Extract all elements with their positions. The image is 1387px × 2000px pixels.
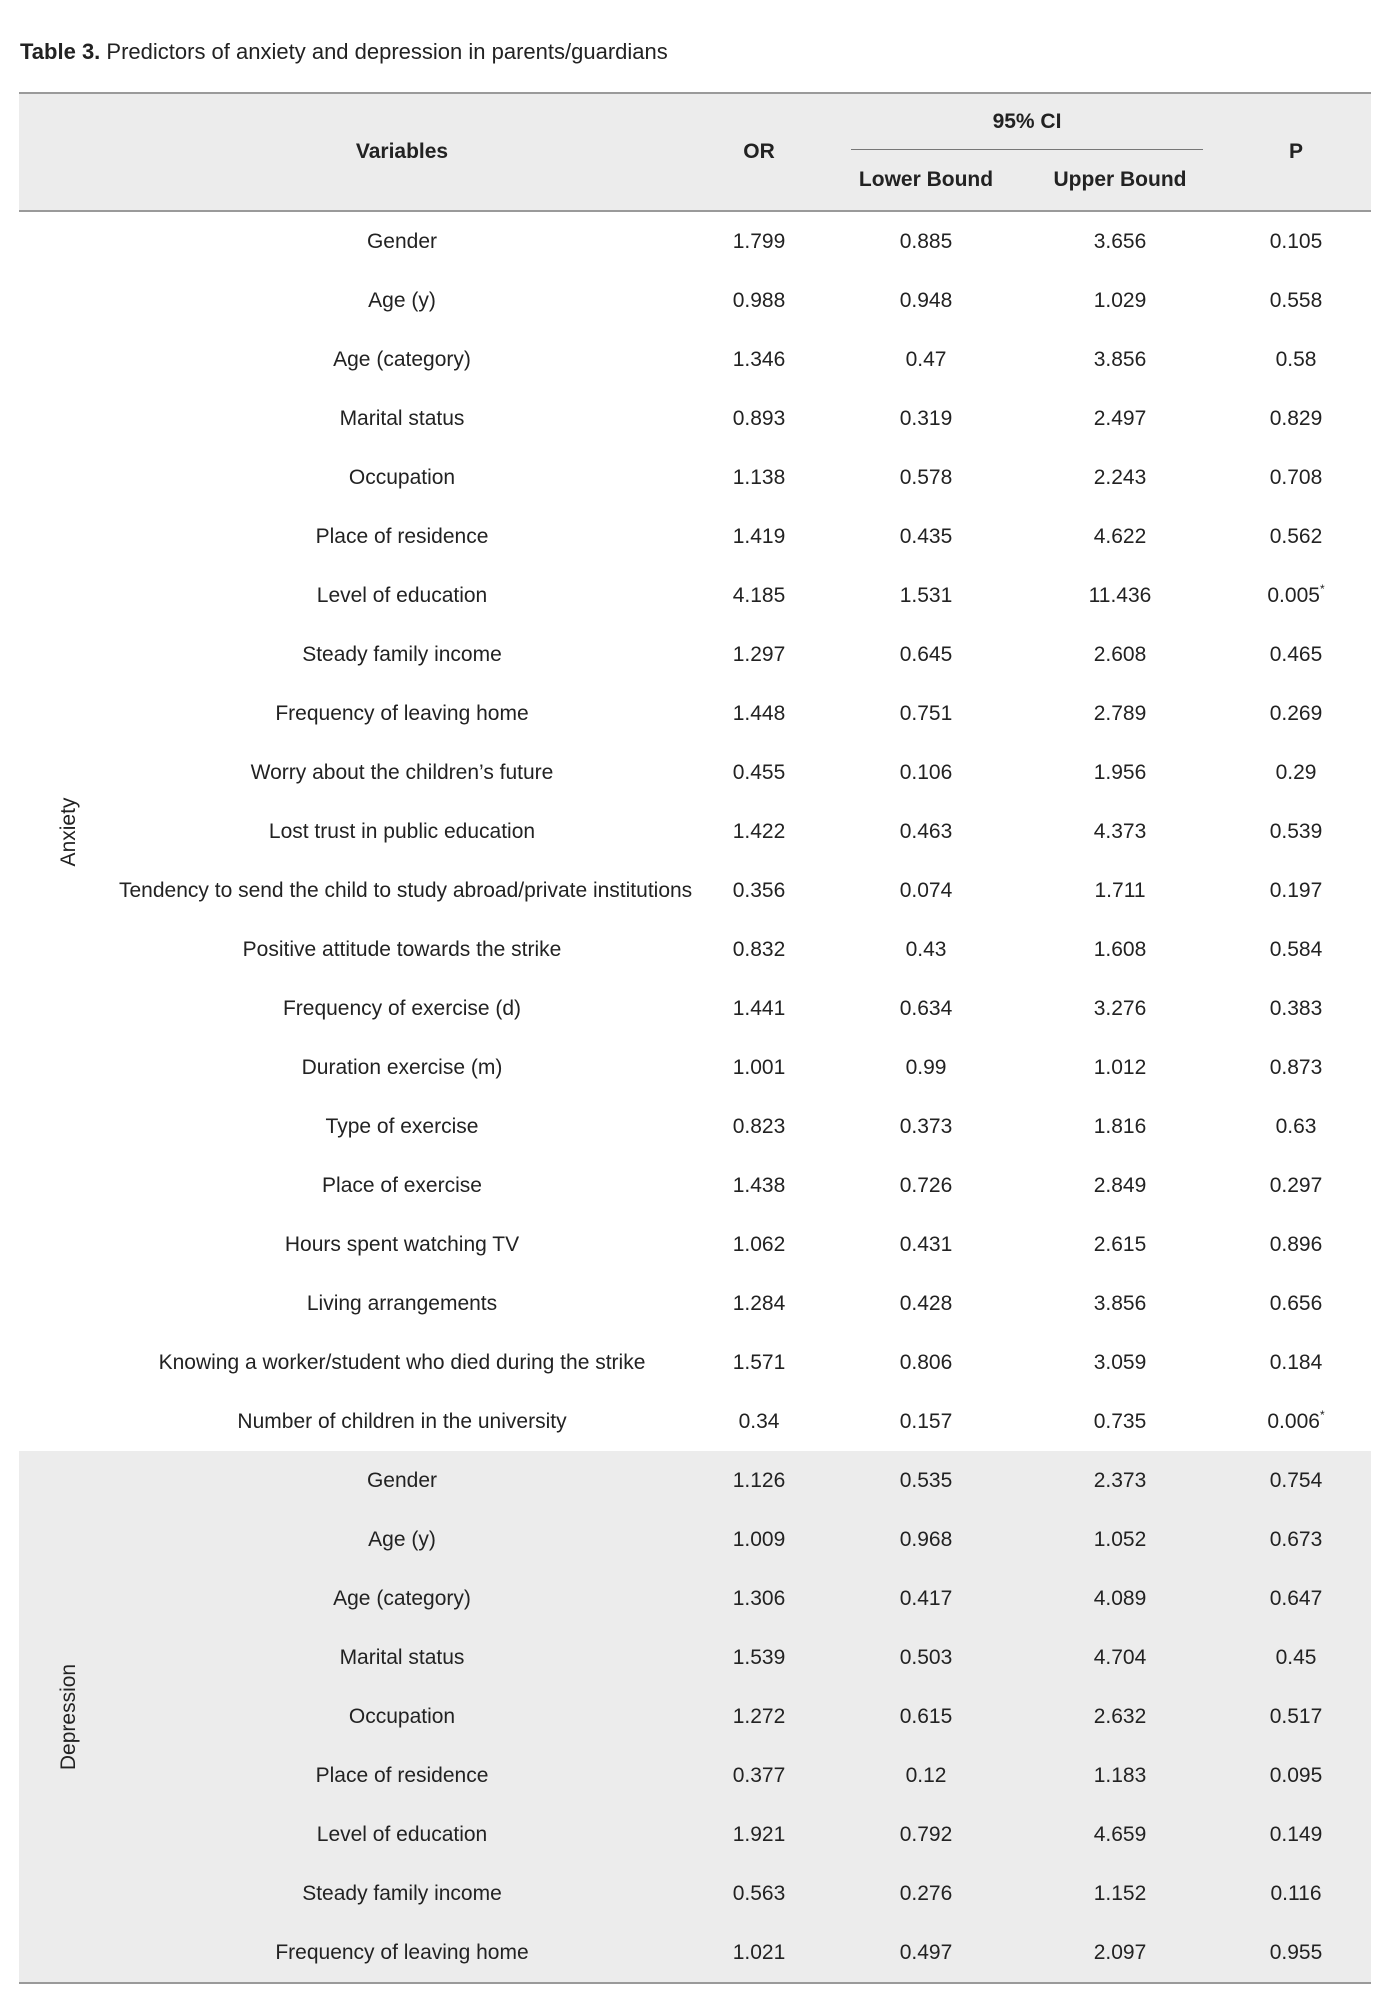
p-value: 0.896 — [1269, 1232, 1323, 1256]
table-row — [19, 1274, 1371, 1333]
cell-variable: Type of exercise — [325, 1114, 479, 1138]
table-row — [19, 1569, 1371, 1628]
header-group-blank — [19, 93, 119, 150]
cell-upper: 1.711 — [1094, 878, 1146, 902]
cell-or: 1.272 — [685, 1687, 833, 1746]
table-row — [19, 1628, 1371, 1687]
cell-p — [1221, 1451, 1371, 1510]
table-row — [19, 271, 1371, 330]
cell-lower: 0.47 — [905, 347, 947, 371]
cell-or: 1.126 — [685, 1451, 833, 1510]
cell-or: 0.893 — [732, 406, 786, 430]
cell-lower: 0.792 — [833, 1805, 1019, 1864]
cell-or: 1.284 — [732, 1291, 786, 1315]
table-row — [19, 1746, 1371, 1805]
table-row — [19, 330, 1371, 389]
cell-upper: 1.608 — [1093, 937, 1147, 961]
table-row — [19, 743, 1371, 802]
p-value: 0.005 — [1267, 583, 1320, 607]
p-value: 0.465 — [1269, 642, 1323, 666]
cell-p — [1221, 271, 1371, 330]
cell-p — [1221, 1569, 1371, 1628]
significance-marker: * — [1319, 1407, 1325, 1422]
cell-upper: 3.856 — [1093, 1291, 1147, 1315]
cell-upper: 1.052 — [1019, 1510, 1221, 1569]
p-value: 0.955 — [1269, 1940, 1323, 1964]
cell-p — [1221, 211, 1371, 271]
cell-p — [1221, 1805, 1371, 1864]
cell-lower: 0.373 — [899, 1114, 953, 1138]
cell-lower: 0.12 — [833, 1746, 1019, 1805]
cell-lower: 0.968 — [833, 1510, 1019, 1569]
p-value: 0.673 — [1269, 1527, 1323, 1551]
table-caption-label: Table 3. — [20, 39, 101, 64]
cell-upper: 1.956 — [1093, 760, 1147, 784]
cell-or: 0.356 — [732, 878, 786, 902]
table-row — [19, 1510, 1371, 1569]
p-value: 0.584 — [1269, 937, 1323, 961]
cell-lower: 0.948 — [899, 288, 953, 312]
cell-upper: 2.097 — [1019, 1923, 1221, 1983]
cell-upper: 2.615 — [1093, 1232, 1147, 1256]
cell-or: 1.438 — [732, 1173, 786, 1197]
header-upper-bound: Upper Bound — [1019, 150, 1221, 211]
cell-lower: 0.99 — [905, 1055, 947, 1079]
cell-lower: 0.503 — [833, 1628, 1019, 1687]
cell-or: 1.539 — [685, 1628, 833, 1687]
cell-lower: 0.634 — [899, 996, 953, 1020]
depression-group-label-text: Depression — [57, 1663, 80, 1770]
cell-variable: Knowing a worker/student who died during the strike — [158, 1350, 646, 1374]
cell-variable: Lost trust in public education — [268, 819, 536, 843]
table-header — [19, 93, 1371, 211]
cell-or: 1.138 — [732, 465, 786, 489]
table-row — [19, 566, 1371, 625]
header-ci: 95% CI — [833, 93, 1221, 150]
cell-variable: Age (y) — [119, 1510, 685, 1569]
cell-variable: Frequency of leaving home — [119, 1923, 685, 1983]
table-row — [19, 1333, 1371, 1392]
table-row — [19, 802, 1371, 861]
header-variables: Variables — [119, 93, 685, 211]
table-row — [19, 979, 1371, 1038]
cell-variable: Gender — [119, 1451, 685, 1510]
header-lower-bound: Lower Bound — [833, 150, 1019, 211]
cell-upper: 2.632 — [1019, 1687, 1221, 1746]
cell-upper: 4.622 — [1093, 524, 1147, 548]
p-value: 0.184 — [1269, 1350, 1323, 1374]
p-value: 0.116 — [1270, 1881, 1322, 1905]
p-value: 0.095 — [1269, 1763, 1323, 1787]
cell-variable: Age (category) — [119, 1569, 685, 1628]
cell-upper: 1.816 — [1093, 1114, 1147, 1138]
cell-upper: 1.152 — [1019, 1864, 1221, 1923]
p-value: 0.754 — [1269, 1468, 1323, 1492]
significance-marker: * — [1319, 581, 1325, 596]
cell-lower: 0.431 — [899, 1232, 953, 1256]
anxiety-group-label-text: Anxiety — [57, 797, 80, 866]
cell-variable: Worry about the children’s future — [250, 760, 554, 784]
table-row — [19, 861, 1371, 920]
table-row — [19, 1805, 1371, 1864]
cell-lower: 0.417 — [833, 1569, 1019, 1628]
cell-upper: 2.608 — [1093, 642, 1147, 666]
cell-variable: Living arrangements — [306, 1291, 498, 1315]
anxiety-group-label — [19, 211, 119, 1451]
cell-lower: 1.531 — [899, 583, 953, 607]
cell-or: 0.455 — [732, 760, 786, 784]
p-value: 0.656 — [1269, 1291, 1323, 1315]
cell-variable: Frequency of leaving home — [275, 701, 529, 725]
cell-or: 1.419 — [732, 524, 786, 548]
cell-p — [1221, 1097, 1371, 1156]
cell-or: 0.377 — [685, 1746, 833, 1805]
cell-p — [1221, 1215, 1371, 1274]
cell-variable: Gender — [366, 229, 438, 253]
p-value: 0.105 — [1269, 229, 1323, 253]
cell-upper: 1.029 — [1093, 288, 1147, 312]
cell-or: 1.422 — [732, 819, 786, 843]
table-row — [19, 1038, 1371, 1097]
cell-upper: 3.656 — [1093, 229, 1147, 253]
cell-or: 0.34 — [738, 1409, 780, 1433]
cell-or: 1.021 — [685, 1923, 833, 1983]
cell-p — [1221, 861, 1371, 920]
cell-variable: Tendency to send the child to study abroad/private institutions — [119, 878, 693, 902]
table-row — [19, 1097, 1371, 1156]
depression-group-label — [19, 1451, 119, 1983]
table-row — [19, 1156, 1371, 1215]
cell-or: 0.988 — [732, 288, 786, 312]
p-value: 0.58 — [1275, 347, 1317, 371]
p-value: 0.829 — [1269, 406, 1323, 430]
cell-p — [1221, 389, 1371, 448]
cell-p — [1221, 1333, 1371, 1392]
table-row — [19, 920, 1371, 979]
p-value: 0.45 — [1275, 1645, 1317, 1669]
cell-p — [1221, 743, 1371, 802]
cell-variable: Steady family income — [119, 1864, 685, 1923]
p-value: 0.708 — [1269, 465, 1323, 489]
cell-lower: 0.276 — [833, 1864, 1019, 1923]
cell-p — [1221, 1274, 1371, 1333]
cell-upper: 2.789 — [1093, 701, 1147, 725]
p-value: 0.383 — [1269, 996, 1323, 1020]
cell-upper: 1.183 — [1019, 1746, 1221, 1805]
cell-upper: 3.856 — [1093, 347, 1147, 371]
cell-variable: Steady family income — [302, 642, 502, 666]
cell-lower: 0.615 — [833, 1687, 1019, 1746]
cell-variable: Frequency of exercise (d) — [282, 996, 522, 1020]
cell-variable: Level of education — [119, 1805, 685, 1864]
cell-or: 4.185 — [732, 583, 786, 607]
cell-variable: Marital status — [119, 1628, 685, 1687]
cell-p — [1221, 625, 1371, 684]
p-value: 0.269 — [1269, 701, 1323, 725]
cell-lower: 0.463 — [899, 819, 953, 843]
cell-variable: Hours spent watching TV — [284, 1232, 520, 1256]
cell-or: 1.346 — [732, 347, 786, 371]
table-row — [19, 1923, 1371, 1983]
p-value: 0.647 — [1269, 1586, 1323, 1610]
cell-or: 1.009 — [685, 1510, 833, 1569]
p-value: 0.539 — [1269, 819, 1323, 843]
cell-variable: Place of residence — [315, 524, 489, 548]
cell-variable: Number of children in the university — [237, 1409, 567, 1433]
p-value: 0.006 — [1267, 1409, 1320, 1433]
cell-lower: 0.428 — [899, 1291, 953, 1315]
cell-variable: Place of exercise — [322, 1173, 482, 1197]
cell-variable: Occupation — [119, 1687, 685, 1746]
p-value: 0.873 — [1269, 1055, 1323, 1079]
cell-lower: 0.43 — [905, 937, 947, 961]
cell-upper: 3.059 — [1093, 1350, 1147, 1374]
cell-lower: 0.578 — [899, 465, 953, 489]
table-row — [19, 507, 1371, 566]
cell-lower: 0.435 — [899, 524, 953, 548]
cell-variable: Level of education — [316, 583, 488, 607]
p-value: 0.63 — [1275, 1114, 1317, 1138]
p-value: 0.297 — [1269, 1173, 1323, 1197]
cell-lower: 0.645 — [899, 642, 953, 666]
cell-p — [1221, 1746, 1371, 1805]
cell-lower: 0.726 — [899, 1173, 953, 1197]
cell-upper: 4.373 — [1093, 819, 1147, 843]
table-row — [19, 684, 1371, 743]
cell-variable: Age (y) — [368, 288, 436, 312]
cell-p — [1221, 1392, 1371, 1451]
cell-lower: 0.535 — [833, 1451, 1019, 1510]
table-row — [19, 1215, 1371, 1274]
cell-or: 1.001 — [732, 1055, 786, 1079]
p-value: 0.558 — [1269, 288, 1323, 312]
cell-p — [1221, 1628, 1371, 1687]
cell-upper: 2.849 — [1093, 1173, 1147, 1197]
cell-variable: Occupation — [348, 465, 456, 489]
cell-p — [1221, 920, 1371, 979]
cell-variable: Positive attitude towards the strike — [242, 937, 562, 961]
p-value: 0.149 — [1269, 1822, 1323, 1846]
cell-or: 1.571 — [732, 1350, 786, 1374]
cell-upper: 2.497 — [1093, 406, 1147, 430]
cell-or: 1.921 — [685, 1805, 833, 1864]
predictors-table — [19, 92, 1371, 1984]
cell-variable: Age (category) — [333, 347, 471, 371]
cell-upper: 2.373 — [1019, 1451, 1221, 1510]
cell-lower: 0.319 — [899, 406, 953, 430]
table-row — [19, 625, 1371, 684]
cell-upper: 4.659 — [1019, 1805, 1221, 1864]
cell-lower: 0.751 — [899, 701, 953, 725]
cell-lower: 0.074 — [899, 878, 953, 902]
header-p: P — [1221, 93, 1371, 211]
cell-p — [1221, 1156, 1371, 1215]
header-or: OR — [685, 93, 833, 211]
cell-or: 1.448 — [732, 701, 786, 725]
anxiety-section — [19, 211, 1371, 1451]
depression-section — [19, 1451, 1371, 1983]
p-value: 0.562 — [1269, 524, 1323, 548]
cell-p — [1221, 330, 1371, 389]
cell-p — [1221, 1864, 1371, 1923]
cell-p — [1221, 1038, 1371, 1097]
cell-p — [1221, 979, 1371, 1038]
table-caption — [20, 36, 668, 68]
cell-p — [1221, 1687, 1371, 1746]
table-row — [19, 389, 1371, 448]
cell-or: 0.823 — [732, 1114, 786, 1138]
cell-p — [1221, 507, 1371, 566]
cell-p — [1221, 566, 1371, 625]
cell-or: 1.441 — [732, 996, 786, 1020]
cell-lower: 0.806 — [899, 1350, 953, 1374]
cell-upper: 0.735 — [1093, 1409, 1147, 1433]
table-row — [19, 448, 1371, 507]
cell-upper: 4.704 — [1019, 1628, 1221, 1687]
cell-p — [1221, 802, 1371, 861]
cell-or: 1.062 — [732, 1232, 786, 1256]
cell-upper: 1.012 — [1093, 1055, 1147, 1079]
table-row — [19, 1864, 1371, 1923]
cell-or: 1.799 — [732, 229, 786, 253]
table-row — [19, 1451, 1371, 1510]
cell-or: 1.306 — [685, 1569, 833, 1628]
table-row — [19, 1687, 1371, 1746]
p-value: 0.29 — [1275, 760, 1317, 784]
cell-or: 0.563 — [685, 1864, 833, 1923]
cell-lower: 0.885 — [899, 229, 953, 253]
cell-variable: Place of residence — [119, 1746, 685, 1805]
p-value: 0.197 — [1269, 878, 1323, 902]
table-caption-text: Predictors of anxiety and depression in parents/guardians — [100, 39, 668, 64]
cell-lower: 0.157 — [899, 1409, 953, 1433]
table-row — [19, 211, 1371, 271]
header-group-blank-2 — [19, 150, 119, 211]
cell-upper: 11.436 — [1088, 583, 1152, 607]
cell-or: 1.297 — [732, 642, 786, 666]
cell-upper: 4.089 — [1019, 1569, 1221, 1628]
cell-p — [1221, 1510, 1371, 1569]
p-value: 0.517 — [1269, 1704, 1323, 1728]
cell-variable: Duration exercise (m) — [301, 1055, 503, 1079]
cell-p — [1221, 684, 1371, 743]
cell-upper: 2.243 — [1093, 465, 1147, 489]
cell-lower: 0.106 — [899, 760, 953, 784]
cell-p — [1221, 1923, 1371, 1983]
cell-upper: 3.276 — [1093, 996, 1147, 1020]
cell-lower: 0.497 — [833, 1923, 1019, 1983]
cell-or: 0.832 — [732, 937, 786, 961]
table-row — [19, 1392, 1371, 1451]
cell-p — [1221, 448, 1371, 507]
cell-variable: Marital status — [339, 406, 465, 430]
